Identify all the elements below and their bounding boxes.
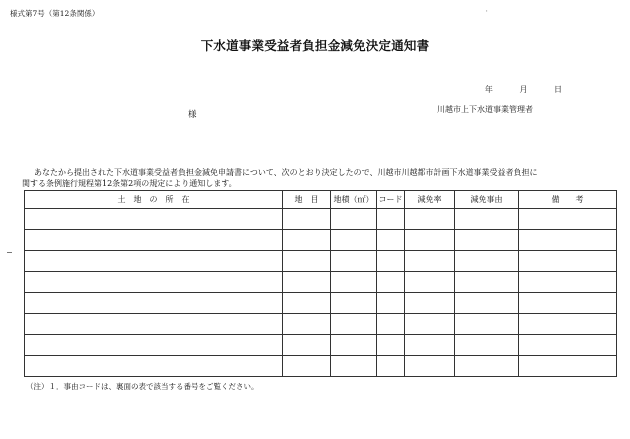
table-cell bbox=[405, 230, 455, 251]
notice-body bbox=[22, 167, 604, 189]
table-cell bbox=[405, 209, 455, 230]
table-cell bbox=[519, 251, 617, 272]
table-cell bbox=[331, 314, 377, 335]
table-cell bbox=[455, 356, 519, 377]
table-cell bbox=[455, 314, 519, 335]
table-row bbox=[25, 335, 617, 356]
table-cell bbox=[519, 230, 617, 251]
table-cell bbox=[377, 356, 405, 377]
header-land-location: 土 地 の 所 在 bbox=[25, 191, 283, 209]
table-row bbox=[25, 272, 617, 293]
table-cell bbox=[377, 230, 405, 251]
table-cell bbox=[377, 209, 405, 230]
table-cell bbox=[377, 314, 405, 335]
table-cell bbox=[25, 356, 283, 377]
notice-body-line-1: あなたから提出された下水道事業受益者負担金減免申請書について、次のとおり決定したので、川越市川越都市計画下水道事業受益者負担に bbox=[34, 168, 538, 177]
table-cell bbox=[405, 314, 455, 335]
table-cell bbox=[283, 293, 331, 314]
document-title: 下水道事業受益者負担金減免決定通知書 bbox=[200, 38, 430, 53]
table-cell bbox=[283, 314, 331, 335]
table-cell bbox=[519, 293, 617, 314]
table-row bbox=[25, 293, 617, 314]
stray-mark: ' bbox=[486, 10, 488, 17]
addressee-honorific: 様 bbox=[188, 110, 197, 120]
month-label: 月 bbox=[519, 85, 528, 94]
table-row bbox=[25, 356, 617, 377]
table-cell bbox=[455, 251, 519, 272]
table-row bbox=[25, 314, 617, 335]
table-cell bbox=[377, 272, 405, 293]
table-cell bbox=[331, 293, 377, 314]
table-cell bbox=[283, 209, 331, 230]
table-cell bbox=[283, 230, 331, 251]
table-cell bbox=[519, 209, 617, 230]
table-cell bbox=[331, 272, 377, 293]
table-cell bbox=[25, 272, 283, 293]
date-line bbox=[485, 84, 562, 95]
margin-tick bbox=[7, 252, 12, 253]
table-cell bbox=[331, 335, 377, 356]
table-row bbox=[25, 251, 617, 272]
header-reduction-rate: 減免率 bbox=[405, 191, 455, 209]
table-cell bbox=[331, 209, 377, 230]
table-cell bbox=[283, 251, 331, 272]
table-cell bbox=[377, 293, 405, 314]
day-label: 日 bbox=[554, 85, 562, 94]
table-cell bbox=[405, 251, 455, 272]
table-cell bbox=[25, 293, 283, 314]
header-land-area: 地積（㎡） bbox=[331, 191, 377, 209]
issuer-name: 川越市上下水道事業管理者 bbox=[437, 105, 533, 114]
table-cell bbox=[25, 209, 283, 230]
year-label: 年 bbox=[484, 85, 493, 94]
header-land-category: 地 目 bbox=[283, 191, 331, 209]
table-cell bbox=[519, 272, 617, 293]
table-cell bbox=[455, 293, 519, 314]
header-code: コード bbox=[377, 191, 405, 209]
table-cell bbox=[519, 335, 617, 356]
decision-table bbox=[24, 190, 616, 375]
table-row bbox=[25, 230, 617, 251]
table-cell bbox=[283, 272, 331, 293]
table-row bbox=[25, 209, 617, 230]
table-cell bbox=[405, 272, 455, 293]
notice-body-line-2: 関する条例施行規程第12条第2項の規定により通知します。 bbox=[22, 179, 237, 188]
table-cell bbox=[25, 314, 283, 335]
header-reduction-reason: 減免事由 bbox=[455, 191, 519, 209]
table-cell bbox=[283, 356, 331, 377]
table-cell bbox=[25, 251, 283, 272]
table-cell bbox=[405, 293, 455, 314]
table-cell bbox=[331, 356, 377, 377]
table-header-row bbox=[25, 191, 617, 209]
form-number-label: 様式第7号（第12条関係） bbox=[10, 9, 100, 18]
table-cell bbox=[455, 272, 519, 293]
table-cell bbox=[455, 230, 519, 251]
footnote: （注）１．事由コードは、裏面の表で該当する番号をご覧ください。 bbox=[26, 382, 259, 391]
table-cell bbox=[377, 335, 405, 356]
table-cell bbox=[405, 356, 455, 377]
table-cell bbox=[519, 356, 617, 377]
table-cell bbox=[25, 335, 283, 356]
table-cell bbox=[405, 335, 455, 356]
table-cell bbox=[331, 251, 377, 272]
table-cell bbox=[25, 230, 283, 251]
table-cell bbox=[331, 230, 377, 251]
table-cell bbox=[455, 209, 519, 230]
header-remarks: 備 考 bbox=[519, 191, 617, 209]
table-cell bbox=[377, 251, 405, 272]
table-cell bbox=[455, 335, 519, 356]
table-cell bbox=[283, 335, 331, 356]
table-cell bbox=[519, 314, 617, 335]
